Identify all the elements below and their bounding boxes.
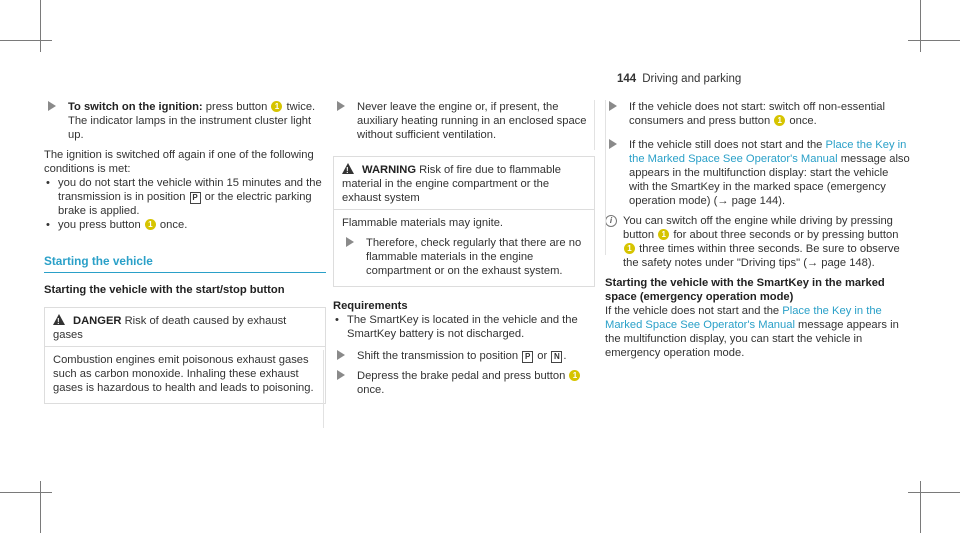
paragraph: The ignition is switched off again if one of the following conditions is met: xyxy=(44,149,314,175)
step-arrow-icon xyxy=(337,101,345,111)
button-callout-icon: 1 xyxy=(624,243,635,254)
subheading: Starting the vehicle with the start/stop button xyxy=(44,284,285,296)
list-text: you do not start the vehicle within 15 minutes and the transmission is in position xyxy=(58,177,322,203)
warning-text: Risk of fire due to flammable material in the engine compartment or the exhaust system xyxy=(342,164,561,204)
step-text-part: Shift the transmission to position xyxy=(357,350,522,362)
step-arrow-icon xyxy=(48,101,56,111)
column-2 xyxy=(333,100,595,403)
danger-text: Risk of death caused by exhaust gases xyxy=(53,315,287,341)
danger-body: Combustion engines emit poisonous exhaust gases such as carbon monoxide. Inhaling these exhaust gases is hazardous to health and leads to poisoning. xyxy=(53,354,314,394)
paragraph-part: If the vehicle does not start and the xyxy=(605,305,783,317)
column-divider xyxy=(323,350,324,428)
crop-mark xyxy=(908,492,960,493)
column-3 xyxy=(605,100,911,360)
step-depress xyxy=(333,369,595,397)
step-shift xyxy=(333,349,595,363)
warning-header xyxy=(334,157,594,210)
step-result: The indicator lamps in the instrument cluster light up. xyxy=(68,115,312,141)
step-ignition xyxy=(44,100,326,142)
list-text: once. xyxy=(156,219,188,231)
page-number: 144 xyxy=(617,73,637,85)
step-arrow-icon xyxy=(609,139,617,149)
step-text xyxy=(629,100,911,128)
paragraph xyxy=(605,304,911,360)
display-message-link[interactable]: Place the Key in the Marked Space See Operator's Manual xyxy=(629,139,907,165)
danger-label: DANGER xyxy=(73,315,122,327)
step-text-part: If the vehicle still does not start and the xyxy=(629,139,826,151)
crop-mark xyxy=(920,481,921,533)
column-divider xyxy=(594,100,595,150)
step-text xyxy=(357,369,595,397)
step-text-part: once. xyxy=(357,384,385,396)
crop-mark xyxy=(40,481,41,533)
step-text xyxy=(68,100,326,114)
step-text-part: press button xyxy=(202,101,271,113)
crop-mark xyxy=(0,40,52,41)
step-text-part: Depress the brake pedal and press button xyxy=(357,370,569,382)
warning-label: WARNING xyxy=(362,164,417,176)
warning-triangle-icon xyxy=(53,314,65,325)
crop-mark xyxy=(920,0,921,52)
warning-triangle-icon xyxy=(342,163,354,174)
button-callout-icon: 1 xyxy=(569,370,580,381)
step-never xyxy=(333,100,595,142)
step-text-part: . xyxy=(563,350,567,362)
gear-n-icon: N xyxy=(551,351,562,363)
danger-box xyxy=(44,307,326,404)
warning-body xyxy=(334,210,594,278)
section-name: Driving and parking xyxy=(642,73,742,85)
list-text: you press button xyxy=(58,219,144,231)
warning-line: Flammable materials may ignite. xyxy=(342,217,504,229)
button-callout-icon: 1 xyxy=(774,115,785,126)
step-arrow-icon xyxy=(346,237,354,247)
list-item xyxy=(44,176,326,218)
step-text xyxy=(357,349,595,363)
step-text xyxy=(629,138,911,208)
step-text-part: twice. xyxy=(283,101,316,113)
step-arrow-icon xyxy=(337,370,345,380)
step-text-part: or xyxy=(534,350,551,362)
step-therefore xyxy=(342,236,586,278)
info-text xyxy=(623,214,911,270)
step-arrow-icon xyxy=(337,350,345,360)
info-text-part: three times within three seconds. Be sure to observe the safety notes under "Driving tips" (→ page 148). xyxy=(623,243,900,269)
list-item: • The SmartKey is located in the vehicle and the SmartKey battery is not discharged. xyxy=(333,313,595,341)
info-icon: i xyxy=(605,215,617,227)
column-1 xyxy=(44,100,326,404)
step-text: Never leave the engine or, if present, the auxiliary heating running in an enclosed space without sufficient ventilation. xyxy=(357,101,587,141)
button-callout-icon: 1 xyxy=(658,229,669,240)
list-text: or the electric parking brake is applied. xyxy=(58,191,312,217)
step-text-part: message also appears in the multifunction display: start the vehicle with the SmartKey in the marked space (emergency operation mode) (→ page 144). xyxy=(629,153,910,207)
button-callout-icon: 1 xyxy=(271,101,282,112)
requirements-title: Requirements xyxy=(333,300,408,312)
list-item xyxy=(44,218,326,232)
step-still-not-start xyxy=(605,138,911,208)
step-text: Therefore, check regularly that there are no flammable materials in the engine compartment or on the exhaust system. xyxy=(366,237,582,277)
step-text-part: If the vehicle does not start: switch off non-essential consumers and press button xyxy=(629,101,886,127)
page-header xyxy=(617,73,741,85)
paragraph-part: message appears in the multifunction display, you can start the vehicle in emergency operation mode. xyxy=(605,319,899,359)
display-message-link[interactable]: Place the Key in the Marked Space See Operator's Manual xyxy=(605,305,882,331)
column-divider xyxy=(605,100,606,255)
crop-mark xyxy=(908,40,960,41)
step-text-part: once. xyxy=(786,115,817,127)
step-arrow-icon xyxy=(609,101,617,111)
button-callout-icon: 1 xyxy=(145,219,156,230)
subheading: Starting the vehicle with the SmartKey in the marked space (emergency operation mode) xyxy=(605,277,885,303)
gear-p-icon: P xyxy=(190,192,201,204)
info-text-part: You can switch off the engine while driving by pressing button xyxy=(623,215,893,241)
danger-header xyxy=(45,308,325,347)
info-text-part: for about three seconds or by pressing button xyxy=(670,229,899,241)
info-note xyxy=(605,214,911,270)
crop-mark xyxy=(40,0,41,52)
crop-mark xyxy=(0,492,52,493)
gear-p-icon: P xyxy=(522,351,533,363)
warning-box xyxy=(333,156,595,287)
step-title: To switch on the ignition: xyxy=(68,101,203,113)
section-title: Starting the vehicle xyxy=(44,254,326,273)
step-not-start xyxy=(605,100,911,128)
